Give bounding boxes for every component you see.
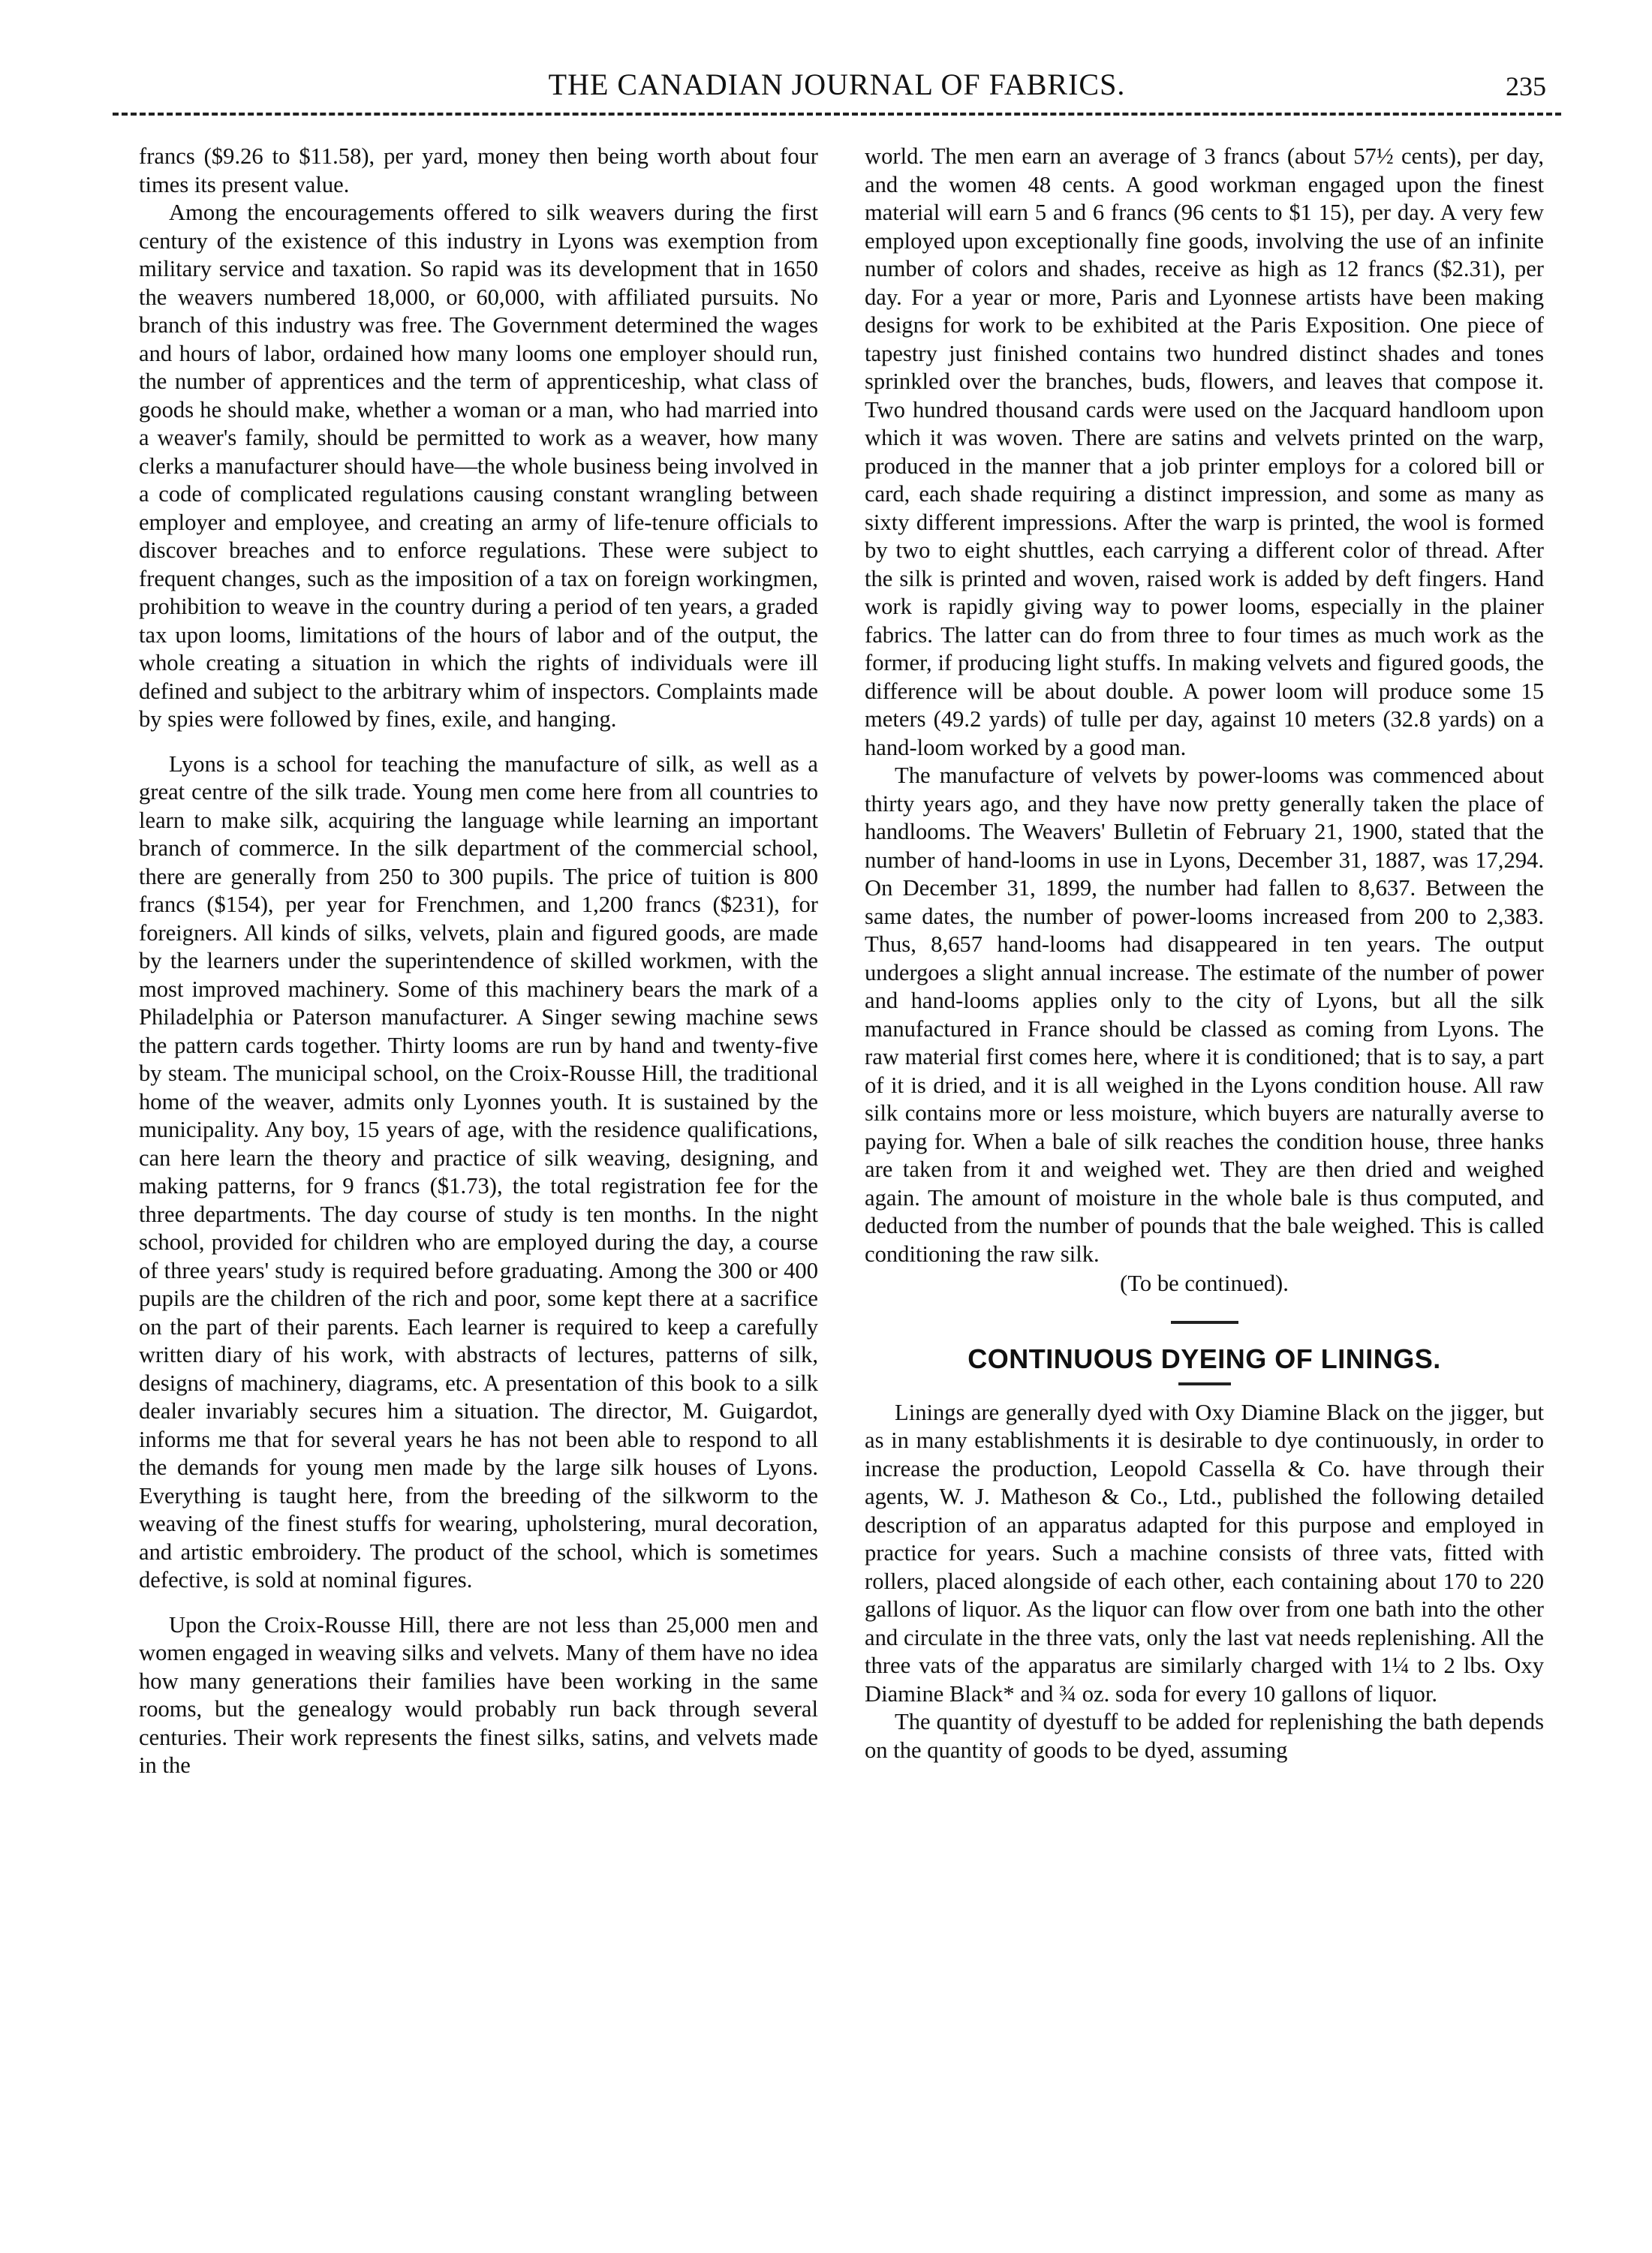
paragraph-linings: Linings are generally dyed with Oxy Diamine Black on the jigger, but as in many establishments it is desirable to dye continuously, in order to increase the production, Leopold Cassella & Co. have through their agents, W. J. Matheson & Co., Ltd., published the following detailed description of an apparatus adapted for this purpose and employed in practice for years. Such a machine consists of three vats, fitted with rollers, placed alongside of each other, each containing about 170 to 220 gallons of liquor. As the liquor can flow over from one bath into the other and circulate in the three vats, only the last vat needs replenishing. All the three vats of the apparatus are similarly charged with 1¼ to 2 lbs. Oxy Diamine Black* and ¾ oz. soda for every 10 gallons of liquor. bbox=[865, 1399, 1544, 1707]
page-number: 235 bbox=[1506, 71, 1546, 101]
paragraph-encouragements: Among the encouragements offered to silk weavers during the first century of the existence of this industry in Lyons was exemption from military service and taxation. So rapid was its development that in 1650 the weavers numbered 18,000, or 60,000, with affiliated pursuits. No branch of this industry was free. The Government determined the wages and hours of labor, ordained how many looms one employer should run, the number of apprentices and the term of apprenticeship, what class of goods he should make, whether a woman or a man, who had married into a weaver's family, should be permitted to work as a weaver, how many clerks a manufacturer should have—the whole business being involved in a code of complicated regulations causing constant wrangling between employer and employee, and creating an army of life-tenure officials to discover breaches and to enforce regulations. These were subject to frequent changes, such as the imposition of a tax on foreign workingmen, prohibition to weave in the country during a period of ten years, a graded tax upon looms, limitations of the hours of labor and of the output, the whole creating a situation in which the rights of individuals were ill defined and subject to the arbitrary whim of inspectors. Complaints made by spies were followed by fines, exile, and hanging. bbox=[139, 200, 818, 732]
section-heading: CONTINUOUS DYEING OF LININGS. bbox=[967, 1343, 1441, 1374]
header-rule bbox=[113, 113, 1561, 116]
left-column bbox=[139, 143, 818, 1780]
to-be-continued-note: (To be continued). bbox=[1120, 1271, 1289, 1296]
paragraph-dyestuff-quantity: The quantity of dyestuff to be added for replenishing the bath depends on the quantity of goods to be dyed, assuming bbox=[865, 1709, 1544, 1763]
paragraph-lyons-school: Lyons is a school for teaching the manufacture of silk, as well as a great centre of the silk trade. Young men come here from all countries to learn to make silk, acquiring the language while learning an important branch of commerce. In the silk department of the commercial school, there are generally from 250 to 300 pupils. The price of tuition is 800 francs ($154), per year for Frenchmen, and 1,200 francs ($231), for foreigners. All kinds of silks, velvets, plain and figured goods, are made by the learners under the superintendence of skilled workmen, with the most improved machinery. Some of this machinery bears the mark of a Philadelphia or Paterson manufacturer. A Singer sewing machine sews the pattern cards together. Thirty looms are run by hand and twenty-five by steam. The municipal school, on the Croix-Rousse Hill, the traditional home of the weaver, admits only Lyonnes youth. It is sustained by the municipality. Any boy, 15 years of age, with the residence qualifications, can here learn the theory and practice of silk weaving, designing, and making patterns, for 9 francs ($1.73), the total registration fee for the three departments. The day course of study is ten months. In the night school, provided for children who are employed during the day, a course of three years' study is required before graduating. Among the 300 or 400 pupils are the children of the rich and poor, some kept there at a sacrifice on the part of their parents. Each learner is required to keep a carefully written diary of his work, with abstracts of lectures, patterns of silk, designs of machinery, diagrams, etc. A presentation of this book to a silk dealer invariably secures him a situation. The director, M. Guigardot, informs me that for several years he has not been able to respond to all the demands for young men made by the large silk houses of Lyons. Everything is taught here, from the breeding of the silkworm to the weaving of the finest stuffs for wearing, upholstering, mural decoration, and artistic embroidery. The product of the school, which is sometimes defective, is sold at nominal figures. bbox=[139, 750, 818, 1593]
page-header bbox=[113, 66, 1561, 104]
journal-title: THE CANADIAN JOURNAL OF FABRICS. bbox=[548, 68, 1126, 101]
paragraph-continued: francs ($9.26 to $11.58), per yard, money then being worth about four times its present value. bbox=[139, 143, 818, 197]
section-divider bbox=[1171, 1321, 1238, 1324]
paragraph-croix-rousse: Upon the Croix-Rousse Hill, there are not less than 25,000 men and women engaged in weaving silks and velvets. Many of them have no idea how many generations their families have been working in the same rooms, but the genealogy would probably run back through several centuries. Their work represents the finest silks, satins, and velvets made in the bbox=[139, 1611, 818, 1778]
paragraph-power-looms: The manufacture of velvets by power-looms was commenced about thirty years ago, and they have now pretty generally taken the place of handlooms. The Weavers' Bulletin of February 21, 1900, stated that the number of hand-looms in use in Lyons, December 31, 1887, was 17,294. On December 31, 1899, the number had fallen to 8,637. Between the same dates, the number of power-looms increased from 200 to 2,383. Thus, 8,657 hand-looms had disappeared in ten years. The output undergoes a slight annual increase. The estimate of the number of power and hand-looms applies only to the city of Lyons, but all the silk manufactured in France should be classed as coming from Lyons. The raw material first comes here, where it is conditioned; that is to say, a part of it is dried, and it is all weighed in the Lyons condition house. All raw silk contains more or less moisture, which buyers are naturally averse to paying for. When a bale of silk reaches the condition house, three hanks are taken from it and weighed wet. They are then dried and weighed again. The amount of moisture in the whole bale is thus computed, and deducted from the number of pounds that the bale weighed. This is called conditioning the raw silk. bbox=[865, 763, 1544, 1267]
right-column bbox=[865, 143, 1544, 1764]
heading-underline bbox=[1178, 1382, 1231, 1385]
paragraph-wages: world. The men earn an average of 3 francs (about 57½ cents), per day, and the women 48 cents. A good workman engaged upon the finest material will earn 5 and 6 francs (96 cents to $1 15), per day. A very few employed upon exceptionally fine goods, involving the use of an infinite number of colors and shades, receive as high as 12 francs ($2.31), per day. For a year or more, Paris and Lyonnese artists have been making designs for work to be exhibited at the Paris Exposition. One piece of tapestry just finished contains two hundred distinct shades and tones sprinkled over the branches, buds, flowers, and leaves that compose it. Two hundred thousand cards were used on the Jacquard handloom upon which it was woven. There are satins and velvets printed on the warp, produced in the manner that a job printer employs for a colored bill or card, each shade requiring a distinct impression, and some as many as sixty different impressions. After the warp is printed, the wool is formed by two to eight shuttles, each carrying a different color of thread. After the silk is printed and woven, raised work is added by deft fingers. Hand work is rapidly giving way to power looms, especially in the plainer fabrics. The latter can do from three to four times as much work as the former, if producing light stuffs. In making velvets and figured goods, the difference will be about double. A power loom will produce some 15 meters (49.2 yards) of tulle per day, against 10 meters (32.8 yards) on a hand-loom worked by a good man. bbox=[865, 143, 1544, 760]
